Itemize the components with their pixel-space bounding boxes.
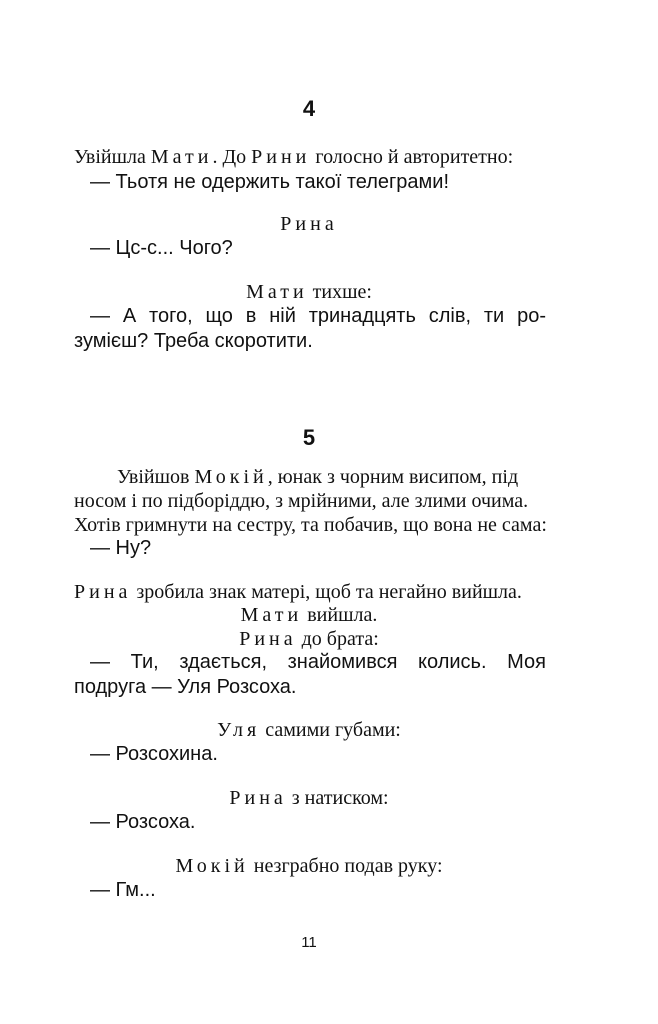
scene-4-heading: 4 (302, 96, 316, 121)
scene-5-stage-direction-4 (0, 629, 618, 649)
speaker-ryna: Рина (280, 213, 338, 235)
stage-text: тихше: (312, 281, 372, 303)
stage-text: з натиском: (291, 787, 389, 809)
scene-4-speech-2: — Цс-с... Чого? (90, 237, 233, 259)
scene-5-stage-direction-1-line-1 (117, 467, 518, 487)
scene-5-speech-3: — Розсохина. (90, 743, 218, 765)
scene-5-stage-direction-1-line-2: носом і по підборіддю, з мрійними, але злими очима. (74, 490, 529, 512)
stage-text: , юнак з чорним висипом, під (267, 466, 519, 488)
page-number: 11 (301, 934, 317, 951)
character-name-ryna: Рина (239, 628, 297, 650)
scene-5-stage-direction-6 (0, 788, 618, 808)
character-name-ulya: Уля (217, 719, 261, 741)
stage-text: вийшла. (307, 604, 378, 626)
character-name-ryna: Рина (74, 581, 132, 603)
scene-4-speech-3-line-1: — А того, що в ній тринадцять слів, ти ро- (90, 305, 546, 327)
scene-5-speech-2-line-1: — Ти, здається, знайомився колись. Моя (90, 651, 546, 673)
stage-text: зробила знак матері, щоб та негайно вийшла. (136, 581, 522, 603)
scene-5-speech-5: — Гм... (90, 879, 156, 901)
scene-5-stage-direction-1-line-3: Хотів гримнути на сестру, та побачив, що вона не сама: (74, 514, 547, 536)
character-name-maty: Мати (150, 146, 213, 168)
character-name-maty: Мати (246, 281, 308, 303)
character-name-maty: Мати (240, 604, 303, 626)
stage-text: самими губами: (265, 719, 401, 741)
character-name-ryna: Рини (251, 146, 311, 168)
stage-text: голосно й авторитетно: (315, 146, 514, 168)
scene-5-stage-direction-3 (0, 605, 618, 625)
scene-5-stage-direction-7 (0, 856, 618, 876)
character-name-mokiy: Мокій (194, 466, 268, 488)
scene-5-speech-1: — Ну? (90, 537, 152, 559)
scene-4-stage-direction-2 (0, 282, 618, 302)
scene-4-stage-direction-1 (74, 147, 513, 167)
scene-4-speech-1: — Тьотя не одержить такої телеграми! (90, 171, 450, 193)
scene-4-speech-3-line-2: зумієш? Треба скоротити. (74, 330, 313, 352)
stage-text: до брата: (301, 628, 379, 650)
scene-5-stage-direction-2 (74, 582, 522, 602)
scene-5-stage-direction-5 (0, 720, 618, 740)
scene-5-speech-2-line-2: подруга — Уля Розсоха. (74, 676, 297, 698)
character-name-mokiy: Мокій (175, 855, 249, 877)
scene-5-heading: 5 (302, 425, 316, 450)
stage-lead: Увійшов (117, 466, 190, 488)
stage-text: незграбно подав руку: (253, 855, 443, 877)
scene-5-speech-4: — Розсоха. (90, 811, 196, 833)
character-name-ryna: Рина (229, 787, 287, 809)
stage-lead: Увійшла (74, 146, 146, 168)
stage-text: . До (212, 146, 252, 168)
